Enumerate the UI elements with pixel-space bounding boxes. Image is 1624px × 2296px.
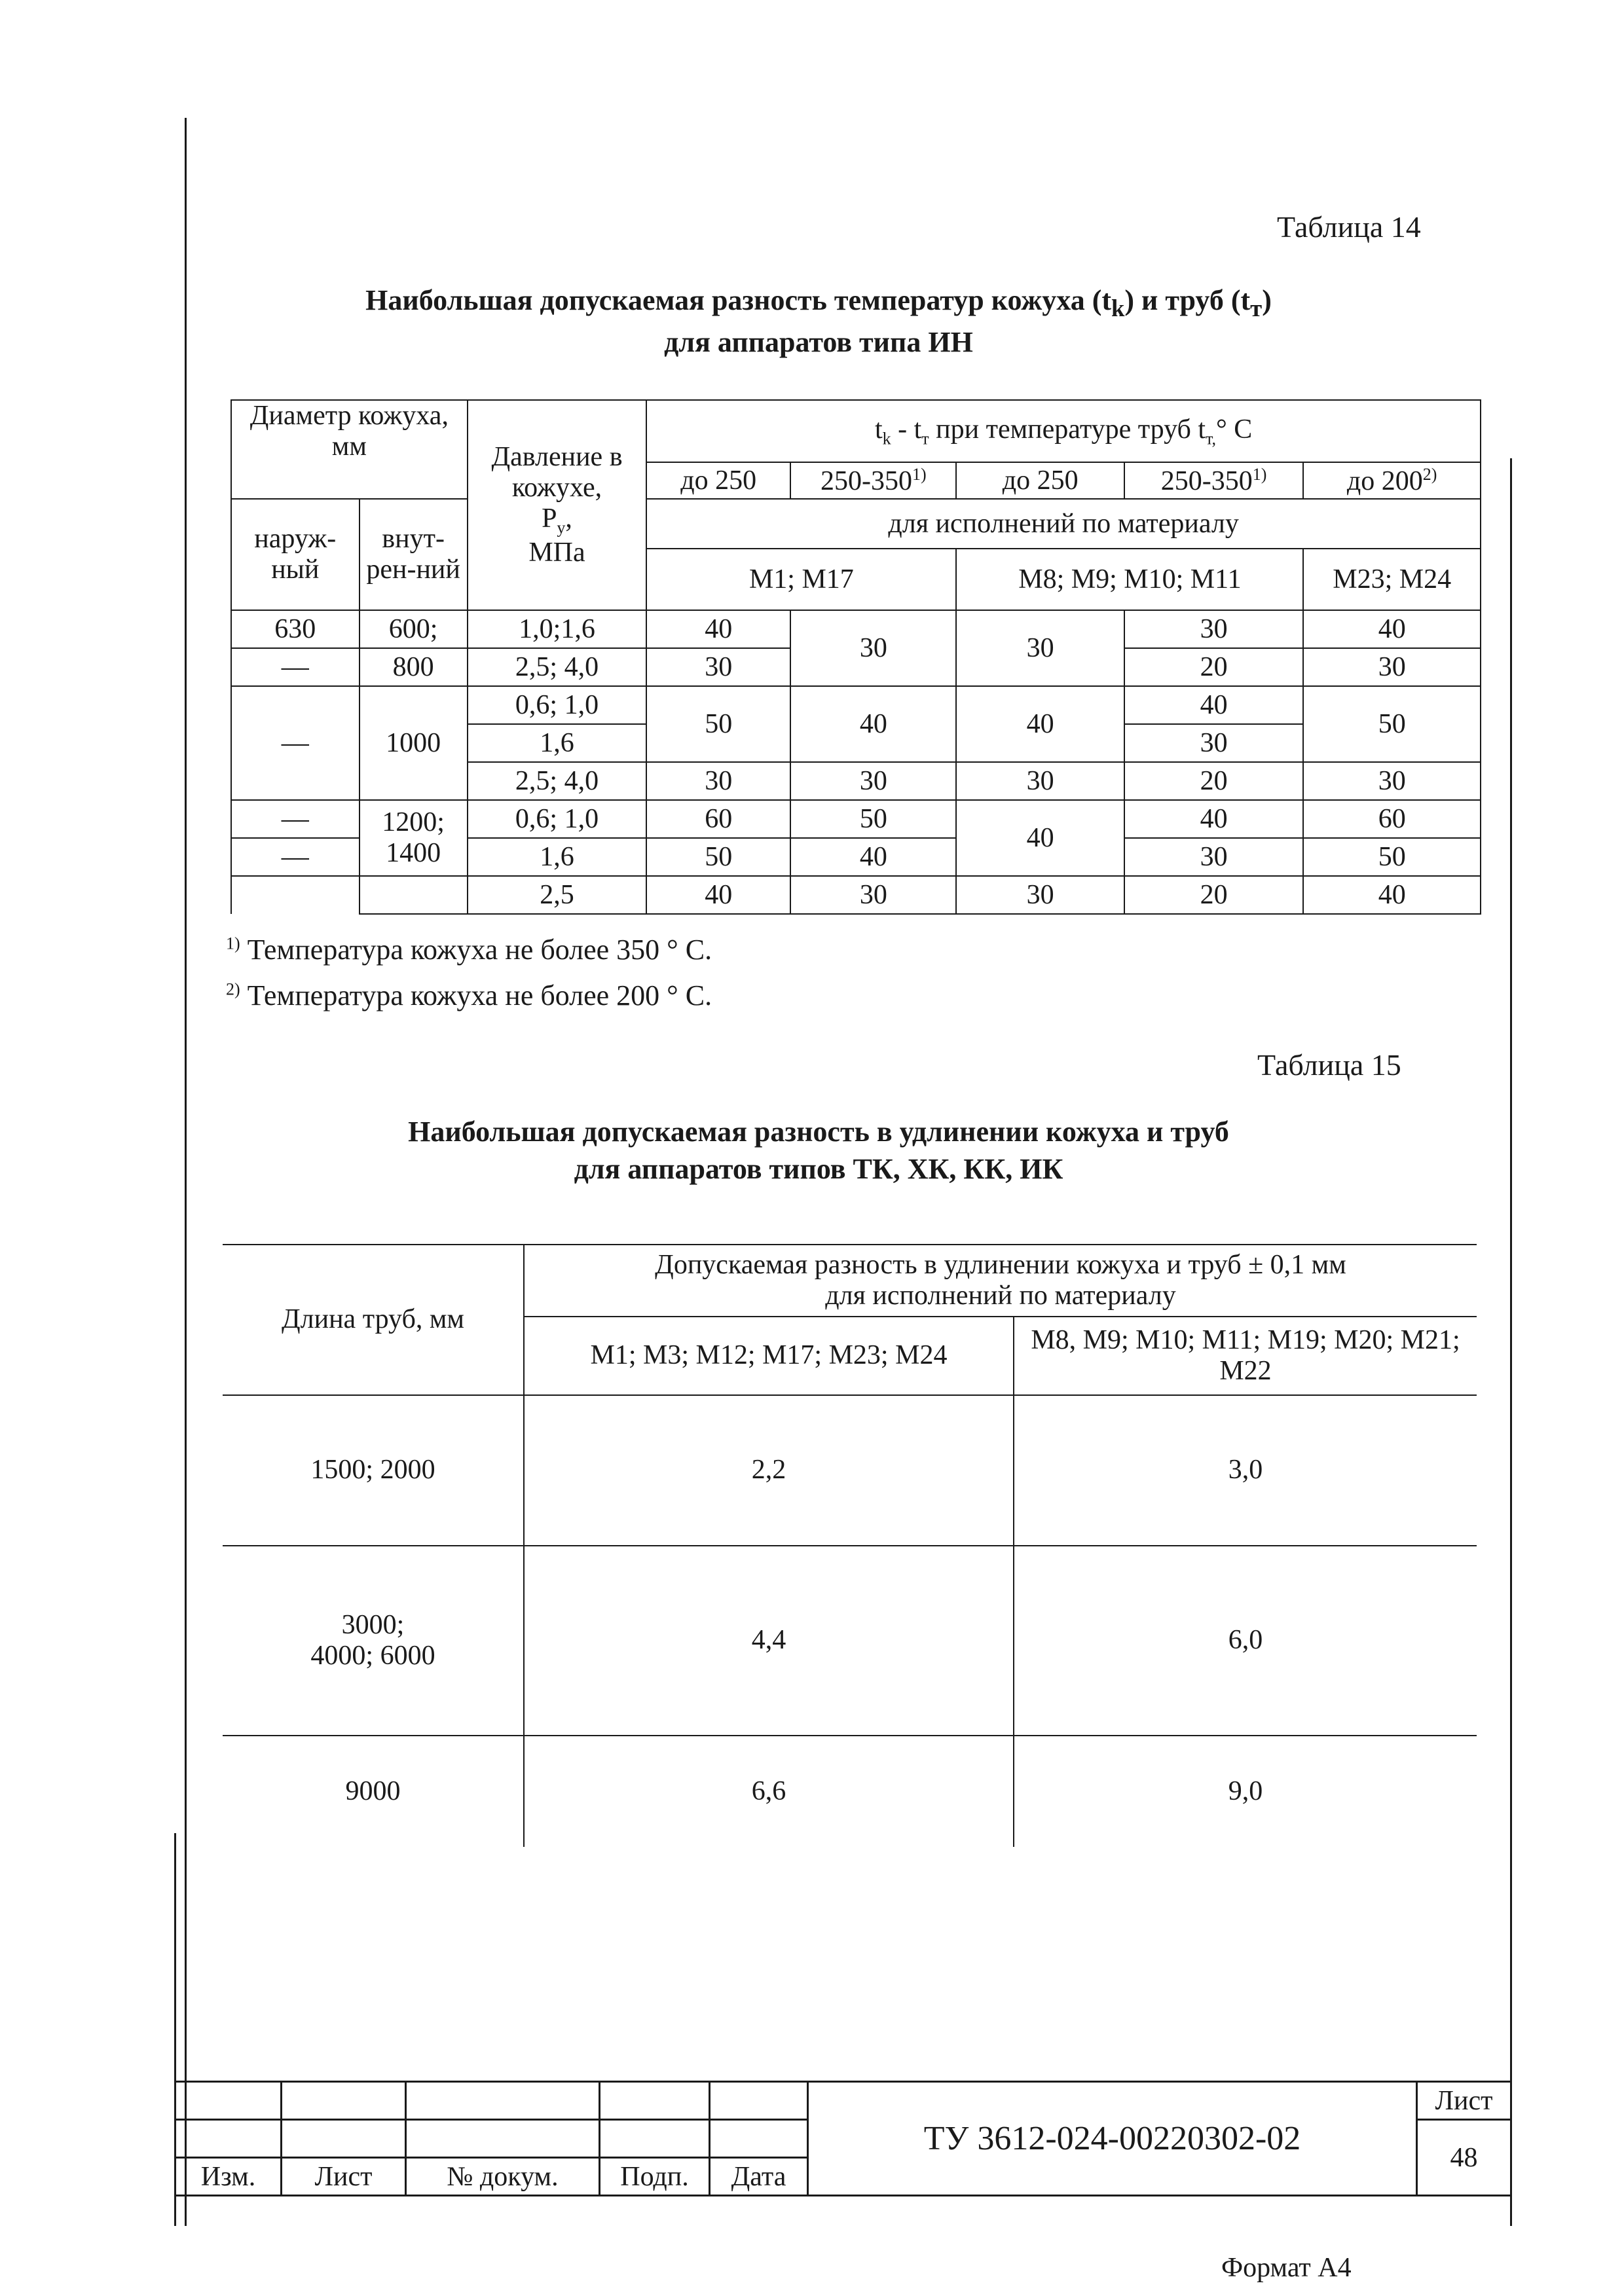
material-group-3: М23; М24 (1303, 549, 1481, 610)
stamp-col-sign: Подп. (600, 2158, 710, 2196)
stamp-col-date: Дата (710, 2158, 808, 2196)
table-row: 2,5 40 30 30 20 40 (231, 876, 1481, 914)
stamp-col-list: Лист (282, 2158, 406, 2196)
table-row: — 800 2,5; 4,0 30 20 30 (231, 648, 1481, 686)
stamp-col-izm: Изм. (175, 2158, 282, 2196)
header-material-b: М8, М9; М10; М11; М19; М20; М21; М22 (1014, 1317, 1477, 1395)
temp-col-5: до 200$^{2)}$ (1303, 462, 1481, 499)
table-row: 1,6 30 (231, 724, 1481, 762)
sheet-label: Лист (1417, 2082, 1511, 2120)
material-group-1: М1; М17 (646, 549, 956, 610)
table-row: 2,5; 4,0 30 30 30 20 30 (231, 762, 1481, 800)
header-tolerance: Допускаемая разность в удлинении кожуха и труб ± 0,1 мм для исполнений по материалу (524, 1245, 1477, 1317)
table-row: 1500; 2000 2,2 3,0 (223, 1395, 1477, 1546)
footnote-1: $^{1)}$ Температура кожуха не более 350 ° С. (226, 934, 712, 966)
temp-col-4: 250-350$^{1)}$ (1124, 462, 1304, 499)
doc-code: ТУ 3612-024-00220302-02 (808, 2082, 1417, 2196)
table14-title: Наибольшая допускаемая разность температур кожуха $(t_k)$ и труб $(t_т)$ для аппаратов типа ИН (365, 284, 1272, 359)
temp-col-1: до 250 (646, 462, 790, 499)
temp-col-3: до 250 (956, 462, 1124, 499)
table-row: — 1200; 1400 0,6; 1,0 60 50 40 40 60 (231, 800, 1481, 838)
temp-col-2: 250-350$^{1)}$ (790, 462, 956, 499)
footnote-2: $^{2)}$ Температура кожуха не более 200 ° С. (226, 979, 712, 1011)
table-row: 3000; 4000; 6000 4,4 6,0 (223, 1546, 1477, 1736)
header-outer: наруж-ный (231, 499, 360, 610)
table15-label: Таблица 15 (1257, 1048, 1401, 1082)
header-material-caption: для исполнений по материалу (646, 499, 1481, 549)
header-dt: $t_k - t_т$ при температуре труб $t_{т,}^\circ$ С (646, 400, 1481, 462)
header-pressure: Давление в кожухе, $P_у$, МПа (468, 400, 647, 610)
table-row: 630 600; 1,0;1,6 40 30 30 30 40 (231, 610, 1481, 648)
header-material-a: М1; М3; М12; М17; М23; М24 (524, 1317, 1014, 1395)
frame-left-line (185, 118, 187, 2226)
frame-right-line (1510, 458, 1512, 2226)
header-inner: внут-рен-ний (360, 499, 468, 610)
header-length: Длина труб, мм (223, 1245, 524, 1395)
title-block (174, 2081, 1512, 2196)
header-diameter-cont (231, 462, 468, 499)
table14-label: Таблица 14 (1277, 210, 1421, 244)
material-group-2: М8; М9; М10; М11 (956, 549, 1303, 610)
sheet-number: 48 (1417, 2120, 1511, 2196)
table-row: — 1,6 50 40 30 50 (231, 838, 1481, 876)
table15 (223, 1244, 1477, 1847)
format-label: Формат А4 (1221, 2253, 1352, 2283)
table15-title: Наибольшая допускаемая разность в удлинении кожуха и труб для аппаратов типов ТК, ХК, КК, ИК (408, 1116, 1229, 1186)
table14 (231, 399, 1481, 915)
stamp-col-doc: № докум. (406, 2158, 600, 2196)
table-row: — 1000 0,6; 1,0 50 40 40 40 50 (231, 686, 1481, 724)
header-diameter: Диаметр кожуха, мм (231, 400, 468, 462)
table-row: 9000 6,6 9,0 (223, 1736, 1477, 1847)
